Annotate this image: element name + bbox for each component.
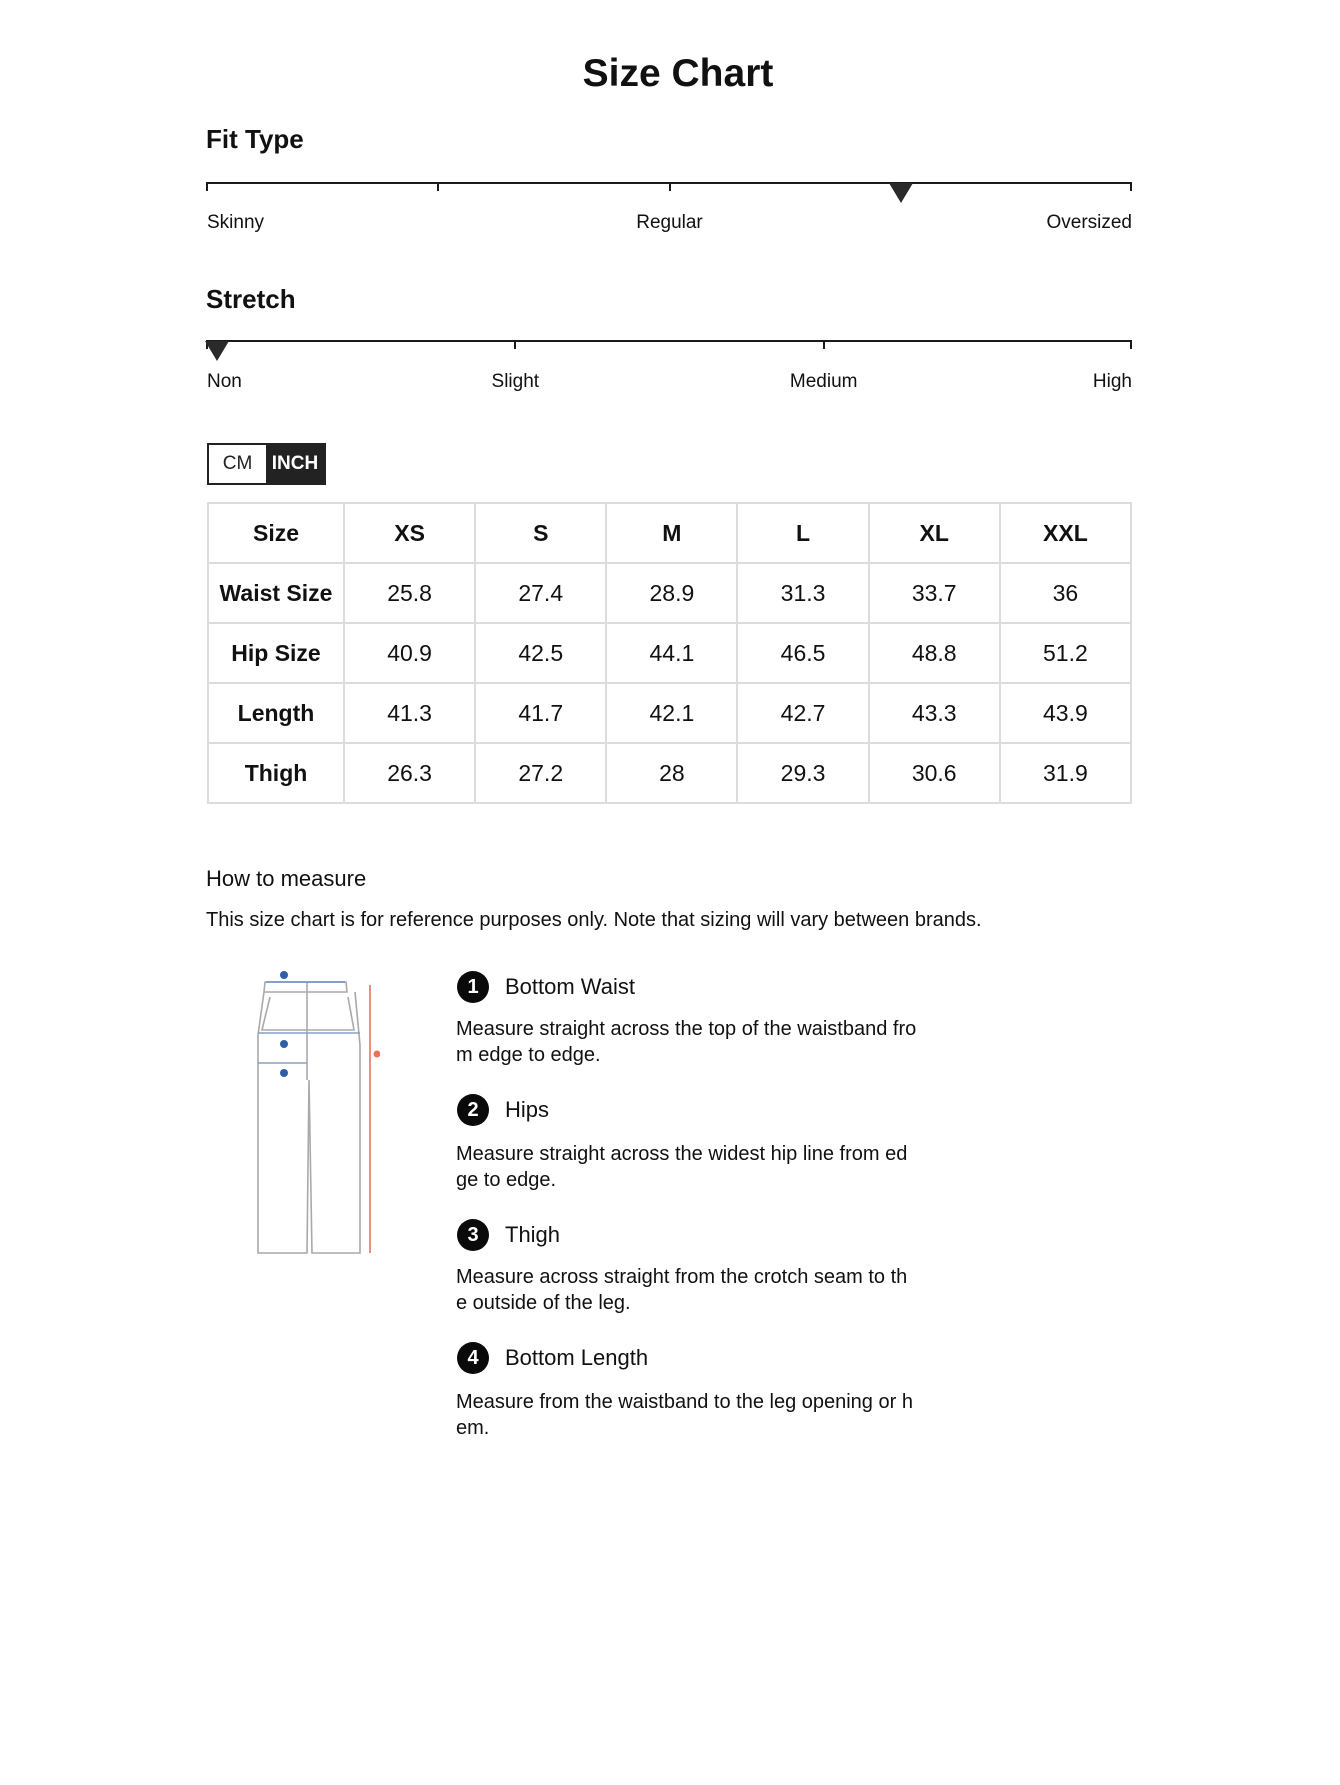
- step-1-line-1: Measure straight across the top of the waistband fro: [456, 1018, 917, 1040]
- header-cell: XL: [869, 503, 1000, 563]
- table-cell: 27.4: [475, 563, 606, 623]
- table-cell: 42.1: [606, 683, 737, 743]
- table-cell: 44.1: [606, 623, 737, 683]
- step-2-title: Hips: [505, 1097, 550, 1122]
- header-cell-size: Size: [208, 503, 344, 563]
- stretch-tick: [1130, 340, 1132, 349]
- fit-type-scale: [207, 182, 1132, 212]
- header-cell: XS: [344, 503, 475, 563]
- header-cell: L: [737, 503, 868, 563]
- pants-diagram: [250, 970, 380, 1260]
- step-4-line-1: Measure from the waistband to the leg opening or h: [456, 1391, 913, 1413]
- table-cell: 41.3: [344, 683, 475, 743]
- fit-type-marker-icon: [889, 183, 913, 203]
- step-3-line-1: Measure across straight from the crotch seam to th: [456, 1266, 908, 1288]
- table-cell: 42.7: [737, 683, 868, 743]
- table-cell: 46.5: [737, 623, 868, 683]
- table-row: [208, 623, 1131, 683]
- row-label: Hip Size: [208, 623, 344, 683]
- unit-toggle[interactable]: [207, 443, 326, 485]
- step-3-title: Thigh: [505, 1222, 561, 1247]
- marker-1-icon: [280, 971, 288, 979]
- table-cell: 43.9: [1000, 683, 1131, 743]
- size-table: [207, 502, 1132, 804]
- header-cell: M: [606, 503, 737, 563]
- fit-type-tick: [669, 182, 671, 191]
- table-cell: 31.9: [1000, 743, 1131, 803]
- step-2-line-1: Measure straight across the widest hip line from ed: [456, 1143, 908, 1165]
- table-cell: 30.6: [869, 743, 1000, 803]
- stretch-marker-icon: [205, 341, 229, 361]
- table-cell: 25.8: [344, 563, 475, 623]
- step-4-title: Bottom Length: [505, 1345, 649, 1370]
- table-cell: 26.3: [344, 743, 475, 803]
- header-cell: S: [475, 503, 606, 563]
- reference-note: This size chart is for reference purposes only. Note that sizing will vary between brands.: [206, 909, 982, 931]
- marker-4-icon: [374, 1051, 381, 1058]
- table-cell: 51.2: [1000, 623, 1131, 683]
- fit-type-tick: [206, 182, 208, 191]
- fit-type-heading: Fit Type: [206, 124, 304, 154]
- table-cell: 48.8: [869, 623, 1000, 683]
- step-2-description: [456, 1141, 926, 1193]
- stretch-tick: [823, 340, 825, 349]
- step-2-line-2: ge to edge.: [456, 1169, 557, 1191]
- step-4-number-icon: 4: [457, 1342, 489, 1374]
- marker-3-icon: [280, 1069, 288, 1077]
- step-2-number-icon: 2: [457, 1094, 489, 1126]
- fit-label-oversized: Oversized: [1046, 212, 1132, 233]
- table-cell: 33.7: [869, 563, 1000, 623]
- stretch-scale-line: [207, 340, 1132, 342]
- table-cell: 28.9: [606, 563, 737, 623]
- stretch-label-slight: Slight: [491, 371, 540, 392]
- table-cell: 36: [1000, 563, 1131, 623]
- table-cell: 41.7: [475, 683, 606, 743]
- step-1-description: [456, 1016, 926, 1068]
- table-cell: 42.5: [475, 623, 606, 683]
- table-cell: 28: [606, 743, 737, 803]
- table-header-row: [208, 503, 1131, 563]
- step-3-description: [456, 1264, 926, 1316]
- pants-outline: [258, 982, 360, 1253]
- stretch-scale: [207, 340, 1132, 370]
- table-cell: 40.9: [344, 623, 475, 683]
- page-title: Size Chart: [582, 52, 774, 95]
- table-cell: 31.3: [737, 563, 868, 623]
- fit-type-tick: [1130, 182, 1132, 191]
- step-1-number-icon: 1: [457, 971, 489, 1003]
- how-to-measure-heading: How to measure: [206, 866, 367, 891]
- step-4-description: [456, 1389, 926, 1441]
- table-cell: 29.3: [737, 743, 868, 803]
- stretch-label-non: Non: [207, 371, 242, 392]
- table-row: [208, 743, 1131, 803]
- step-3-number-icon: 3: [457, 1219, 489, 1251]
- stretch-label-medium: Medium: [789, 371, 858, 392]
- table-cell: 27.2: [475, 743, 606, 803]
- unit-inch-button[interactable]: INCH: [266, 445, 324, 483]
- step-1-line-2: m edge to edge.: [456, 1044, 601, 1066]
- fit-label-regular: Regular: [636, 212, 703, 233]
- unit-cm-button[interactable]: CM: [209, 445, 266, 483]
- fit-type-tick: [437, 182, 439, 191]
- step-3-line-2: e outside of the leg.: [456, 1292, 631, 1314]
- stretch-heading: Stretch: [206, 284, 296, 314]
- step-4-line-2: em.: [456, 1417, 490, 1439]
- marker-2-icon: [280, 1040, 288, 1048]
- header-cell: XXL: [1000, 503, 1131, 563]
- stretch-tick: [514, 340, 516, 349]
- step-1-title: Bottom Waist: [505, 974, 635, 999]
- fit-label-skinny: Skinny: [207, 212, 265, 233]
- row-label: Length: [208, 683, 344, 743]
- table-row: [208, 683, 1131, 743]
- stretch-label-high: High: [1092, 371, 1132, 392]
- table-row: [208, 563, 1131, 623]
- fit-type-labels: [207, 212, 1132, 236]
- table-cell: 43.3: [869, 683, 1000, 743]
- row-label: Thigh: [208, 743, 344, 803]
- stretch-labels: [207, 371, 1132, 395]
- row-label: Waist Size: [208, 563, 344, 623]
